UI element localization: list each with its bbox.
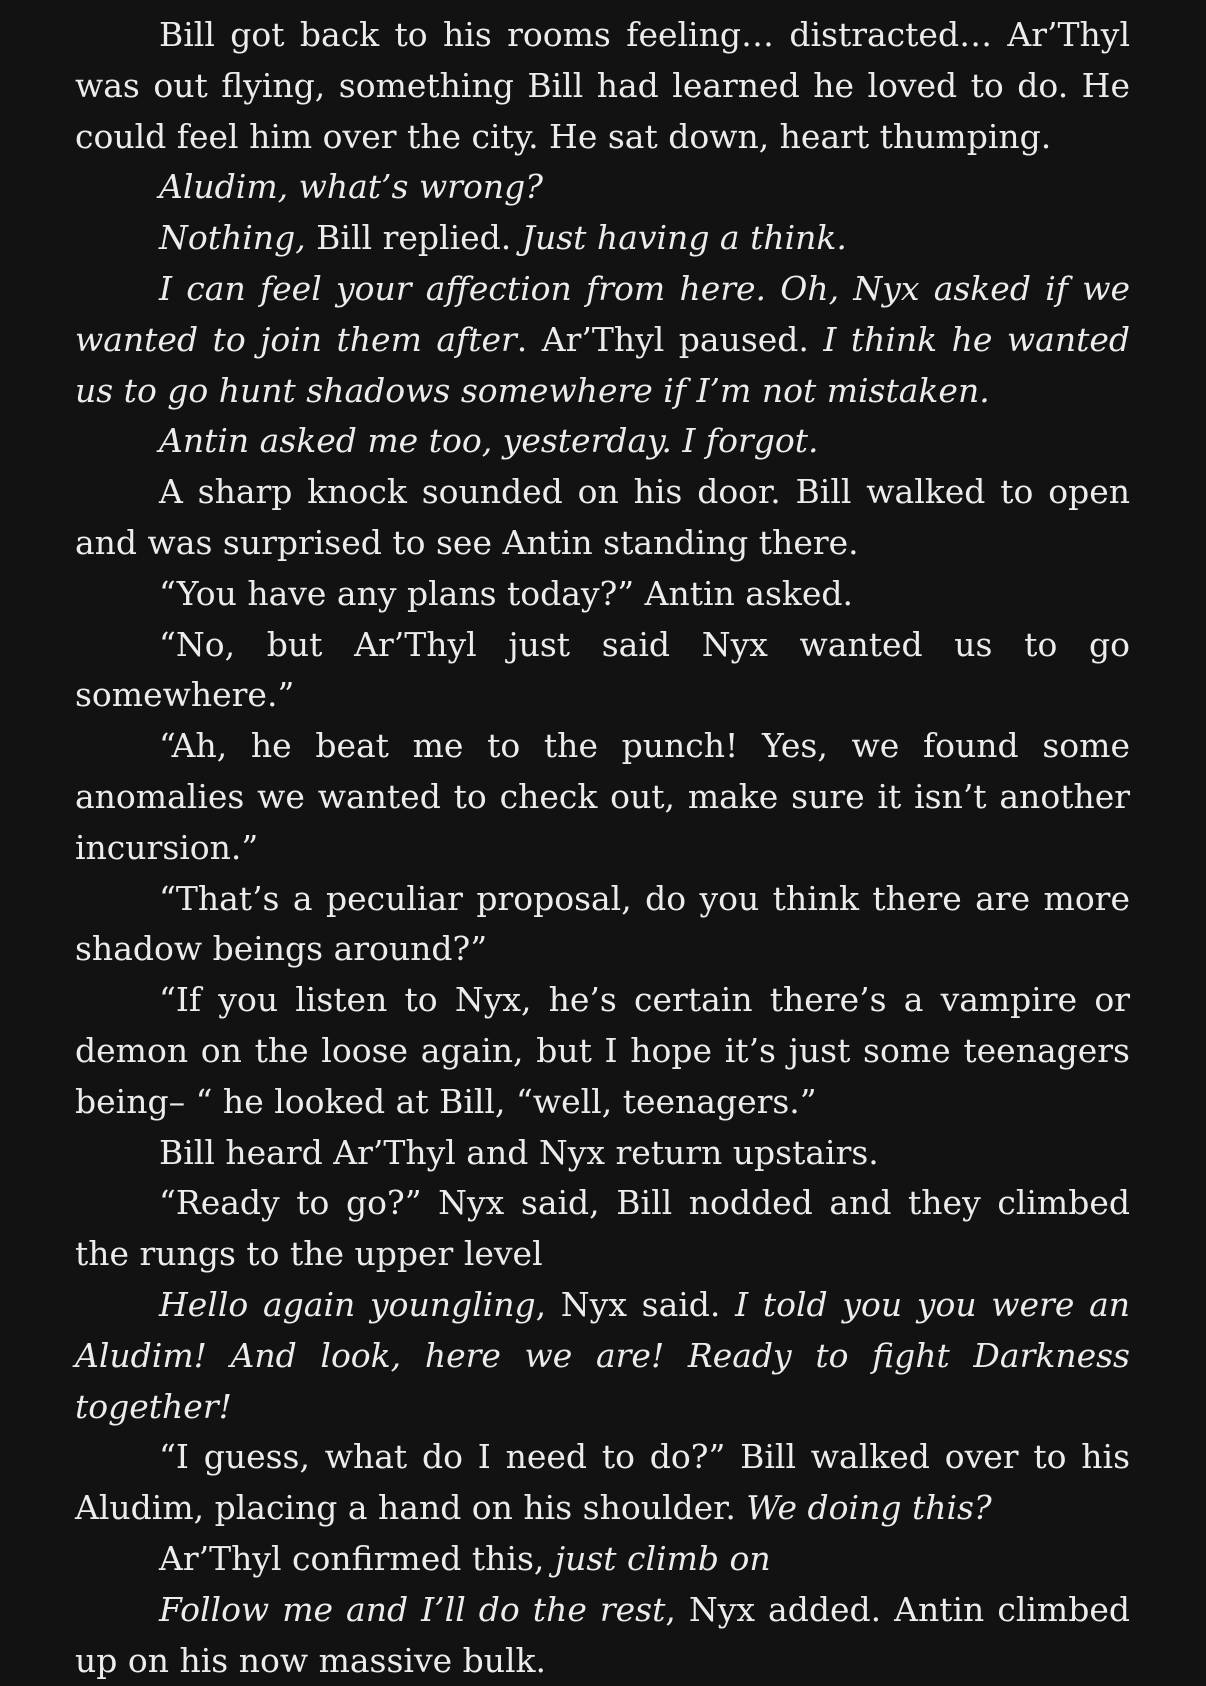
paragraph [75,874,1130,976]
body-text: “I guess, what do I need to do?” Bill walked over to his Aludim, placing a hand on his shoulder. [75,1437,1130,1528]
italic-text: I can feel your affection from here. Oh, Nyx asked if we wanted to join them after [75,268,1130,359]
paragraph [75,620,1130,722]
paragraph [75,1534,1130,1585]
italic-text: Just having a think. [521,218,847,258]
body-text: . Ar’Thyl paused. [516,319,824,359]
italic-text: Hello again youngling [159,1284,536,1324]
italic-text: Nothing, [159,218,306,258]
paragraph [75,213,1130,264]
italic-text: Follow me and I’ll do the rest [159,1589,666,1629]
paragraph [75,467,1130,569]
paragraph [75,1432,1130,1534]
paragraph [75,1585,1130,1686]
italic-text: We doing this? [746,1488,992,1528]
body-text: Bill got back to his rooms feeling… distracted… Ar’Thyl was out flying, something Bill had learned he loved to do. He could feel him over the city. He sat down, heart thumping. [75,15,1130,156]
body-text: “No, but Ar’Thyl just said Nyx wanted us to go somewhere.” [75,624,1130,715]
paragraph [75,975,1130,1127]
body-text: , Nyx said. [535,1284,736,1324]
italic-text: Antin asked me too, yesterday. I forgot. [159,421,819,461]
paragraph [75,264,1130,416]
paragraph [75,569,1130,620]
paragraph [75,416,1130,467]
body-text: Bill replied. [305,218,522,258]
body-text: “Ah, he beat me to the punch! Yes, we found some anomalies we wanted to check out, make sure it isn’t another incursion.” [75,726,1130,867]
italic-text: Aludim, what’s wrong? [159,167,543,207]
body-text: “That’s a peculiar proposal, do you think there are more shadow beings around?” [75,878,1130,969]
paragraph [75,1280,1130,1432]
paragraph [75,162,1130,213]
paragraph [75,721,1130,873]
body-text: Ar’Thyl confirmed this, [159,1538,555,1578]
italic-text: I think he wanted us to go hunt shadows somewhere if I’m not mistaken. [75,319,1130,410]
paragraph [75,1178,1130,1280]
body-text: Bill heard Ar’Thyl and Nyx return upstairs. [159,1132,879,1172]
body-text: “Ready to go?” Nyx said, Bill nodded and they climbed the rungs to the upper level [75,1183,1130,1274]
body-text: A sharp knock sounded on his door. Bill walked to open and was surprised to see Antin standing there. [75,472,1130,562]
paragraph [75,10,1130,162]
body-text: “If you listen to Nyx, he’s certain there’s a vampire or demon on the loose again, but I hope it’s just some teenagers being– “ he looked at Bill, “well, teenagers.” [75,980,1130,1121]
italic-text: just climb on [554,1538,771,1578]
body-text: “You have any plans today?” Antin asked. [159,573,854,613]
book-page [75,10,1130,1686]
body-text: , Nyx added. Antin climbed up on his now massive bulk. [75,1589,1130,1680]
italic-text: I told you you were an Aludim! And look, here we are! Ready to fight Darkness together! [75,1284,1130,1426]
paragraph [75,1128,1130,1179]
